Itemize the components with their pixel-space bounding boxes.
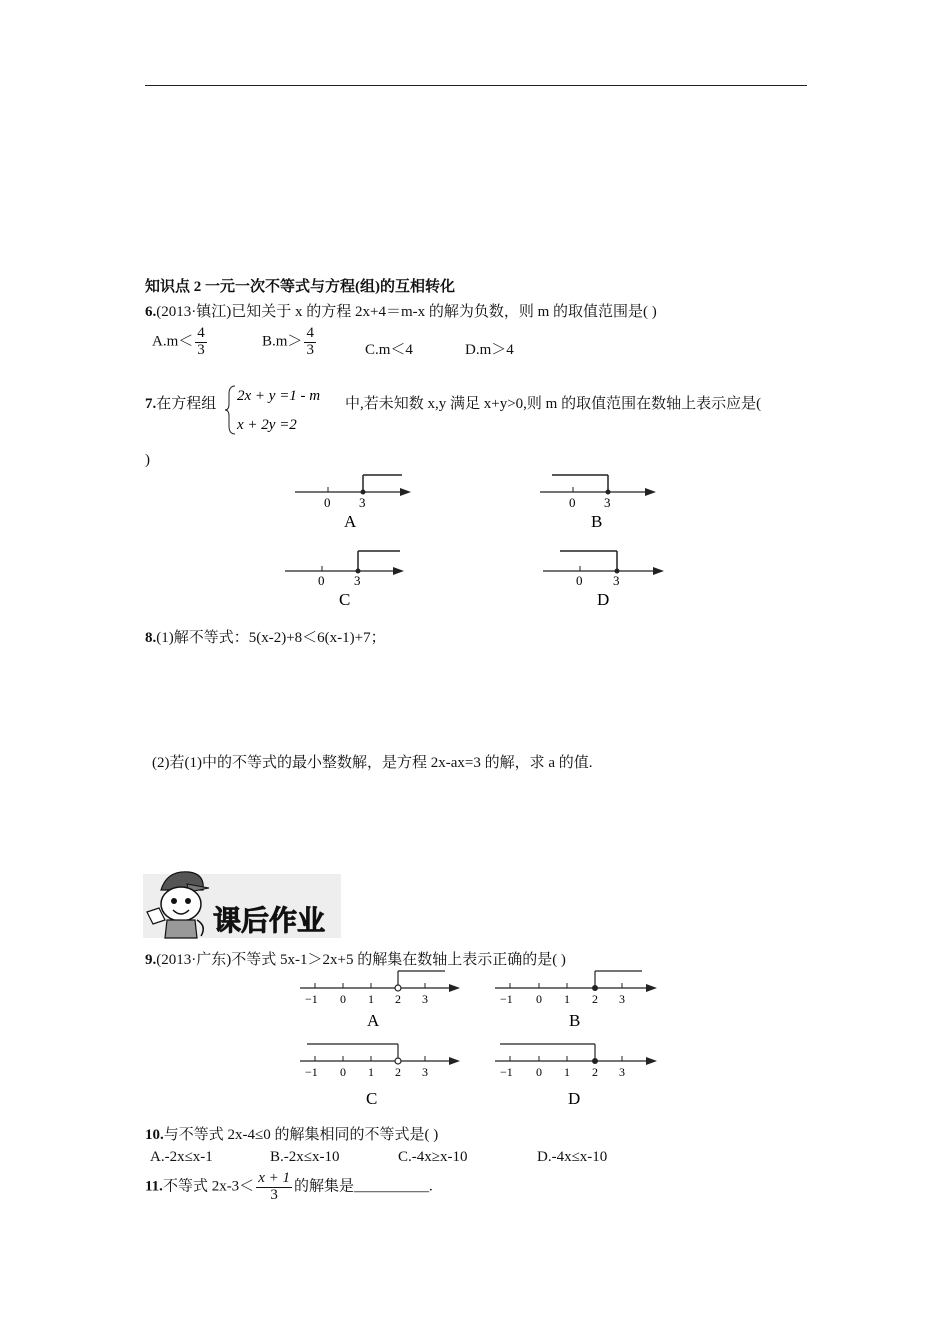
- q9-fig-b: [495, 971, 657, 1030]
- q7-eq1: 2x + y =1 - m: [237, 388, 321, 404]
- q7-b-zero: 0: [569, 495, 576, 510]
- q7-c-zero: 0: [318, 573, 325, 588]
- q6-option-a-fraction: [195, 326, 207, 359]
- q6-option-b-text: B.m＞: [262, 333, 303, 350]
- q6-option-b-fraction: [304, 326, 316, 359]
- q7-figures: [280, 465, 680, 615]
- q9-b-point: [592, 985, 598, 991]
- q7-b-three: 3: [604, 495, 611, 510]
- q7-pre: 在方程组: [156, 396, 217, 412]
- q6-option-d: D.m＞4: [465, 342, 514, 358]
- question-10: [145, 1123, 438, 1144]
- q9-c-tick-label-1: 1: [368, 1065, 374, 1079]
- q9-b-tick-label-2: 2: [592, 992, 598, 1006]
- q11-pre: 不等式 2x-3＜: [162, 1178, 255, 1195]
- q9-c-tick-label-0: 0: [340, 1065, 346, 1079]
- q11-denominator: 3: [270, 1186, 278, 1203]
- q7-d-label: D: [597, 590, 610, 609]
- q7-d-arrow: [653, 567, 664, 575]
- q10-option-c: C.-4x≥x-10: [398, 1149, 468, 1165]
- q9-b-arrow: [646, 984, 657, 992]
- q7-a-point: [361, 490, 366, 495]
- q6-b-numerator: 4: [306, 325, 314, 341]
- q6-b-denominator: 3: [306, 341, 314, 358]
- q7-fig-d: [543, 551, 664, 609]
- q10-text: 与不等式 2x-4≤0 的解集相同的不等式是( ): [163, 1127, 439, 1143]
- question-6: [145, 300, 657, 321]
- q7-fig-c: [285, 551, 404, 609]
- q7-post: 中,若未知数 x,y 满足 x+y>0,则 m 的取值范围在数轴上表示应是(: [345, 396, 762, 412]
- q7-a-three: 3: [359, 495, 366, 510]
- q10-number: 10.: [145, 1127, 164, 1143]
- q9-a-label: A: [367, 1011, 380, 1030]
- q6-a-denominator: 3: [197, 341, 205, 358]
- q9-a-point: [395, 985, 401, 991]
- header-rule: [145, 85, 807, 86]
- q7-number: 7.: [145, 396, 157, 412]
- q9-b-label: B: [569, 1011, 581, 1030]
- question-11: [145, 1171, 433, 1204]
- q9-a-tick-label-2: 2: [395, 992, 401, 1006]
- q9-fig-c: [300, 1044, 460, 1108]
- q6-text: (2013·镇江)已知关于 x 的方程 2x+4＝m-x 的解为负数，则 m 的取值范围是( ): [156, 304, 657, 320]
- q9-d-tick-label-n1: −1: [500, 1065, 513, 1079]
- q9-text: (2013·广东)不等式 5x-1＞2x+5 的解集在数轴上表示正确的是( ): [156, 952, 566, 968]
- q9-b-tick-label-n1: −1: [500, 992, 513, 1006]
- q9-c-tick-label-2: 2: [395, 1065, 401, 1079]
- q6-option-a-text: A.m＜: [152, 333, 194, 350]
- q6-a-numerator: 4: [197, 325, 205, 341]
- q9-a-tick-label-3: 3: [422, 992, 428, 1006]
- q7-brace: [225, 386, 235, 434]
- q7-d-three: 3: [613, 573, 620, 588]
- q9-c-point: [395, 1058, 401, 1064]
- q8-part2: (2)若(1)中的不等式的最小整数解，是方程 2x-ax=3 的解，求 a 的值.: [152, 755, 593, 771]
- q7-c-arrow: [393, 567, 404, 575]
- q7-d-zero: 0: [576, 573, 583, 588]
- q10-option-a: A.-2x≤x-1: [150, 1149, 213, 1165]
- q10-option-b: B.-2x≤x-10: [270, 1149, 340, 1165]
- q7-eq2: x + 2y =2: [237, 417, 297, 433]
- q7-c-three: 3: [354, 573, 361, 588]
- q6-option-b: [262, 326, 318, 359]
- q8-part1: (1)解不等式：5(x-2)+8＜6(x-1)+7；: [156, 630, 386, 646]
- q9-d-point: [592, 1058, 598, 1064]
- q7-fig-a: [295, 475, 411, 531]
- q6-option-a: [152, 326, 209, 359]
- q9-number: 9.: [145, 952, 157, 968]
- q7-fig-b: [540, 475, 656, 531]
- q7-a-zero: 0: [324, 495, 331, 510]
- q6-option-c: C.m＜4: [365, 342, 413, 358]
- q9-d-arrow: [646, 1057, 657, 1065]
- q11-fraction: [256, 1171, 292, 1204]
- q9-d-tick-label-1: 1: [564, 1065, 570, 1079]
- q9-d-tick-label-3: 3: [619, 1065, 625, 1079]
- q9-d-tick-label-2: 2: [592, 1065, 598, 1079]
- q9-a-tick-label-1: 1: [368, 992, 374, 1006]
- question-7: [145, 392, 216, 413]
- q10-option-d: D.-4x≤x-10: [537, 1149, 608, 1165]
- q9-c-tick-label-3: 3: [422, 1065, 428, 1079]
- q9-figures: [295, 965, 670, 1115]
- q11-number: 11.: [145, 1178, 163, 1195]
- q9-c-label: C: [366, 1089, 378, 1108]
- q9-b-tick-label-3: 3: [619, 992, 625, 1006]
- q9-b-tick-label-1: 1: [564, 992, 570, 1006]
- q9-d-label: D: [568, 1089, 581, 1108]
- q9-b-tick-label-0: 0: [536, 992, 542, 1006]
- homework-banner: [143, 868, 343, 940]
- q9-a-tick-label-0: 0: [340, 992, 346, 1006]
- q7-a-label: A: [344, 512, 357, 531]
- q7-b-point: [606, 490, 611, 495]
- q6-number: 6.: [145, 304, 157, 320]
- q7-close: ): [145, 452, 150, 468]
- q9-fig-d: [495, 1044, 657, 1108]
- q9-c-arrow: [449, 1057, 460, 1065]
- q7-a-arrow: [400, 488, 411, 496]
- q9-a-arrow: [449, 984, 460, 992]
- q7-equation-system: [225, 380, 345, 440]
- q11-numerator: x + 1: [258, 1170, 290, 1186]
- q9-c-tick-label-n1: −1: [305, 1065, 318, 1079]
- section-title: 知识点 2 一元一次不等式与方程(组)的互相转化: [145, 279, 455, 295]
- q7-b-label: B: [591, 512, 603, 531]
- question-8: [145, 626, 386, 647]
- q9-fig-a: [300, 971, 460, 1030]
- banner-title: 课后作业: [213, 906, 326, 937]
- q9-a-tick-label-n1: −1: [305, 992, 318, 1006]
- q9-d-tick-label-0: 0: [536, 1065, 542, 1079]
- q7-c-label: C: [339, 590, 351, 609]
- q8-number: 8.: [145, 630, 157, 646]
- q11-post: 的解集是__________.: [293, 1178, 433, 1195]
- q7-b-arrow: [645, 488, 656, 496]
